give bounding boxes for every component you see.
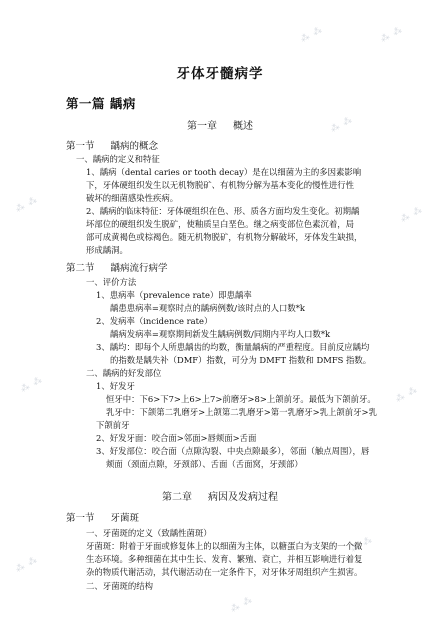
chapter-title: 病因及发病过程	[207, 492, 278, 503]
text-line: 3、好发部位：咬合面（点隙沟裂、中央点隙最多），邻面（触点周围），唇	[96, 446, 370, 456]
watermark-mark: ⁂ ⁂	[299, 24, 325, 46]
chapter-heading	[0, 488, 440, 503]
text-line: 部可成黄褐色或棕褐色。随无机物脱矿，有机物分解破坏，牙体发生缺损，	[86, 232, 363, 242]
text-line: 下颌前牙	[96, 420, 130, 430]
text-line: 一、龋病的定义和特征	[76, 154, 160, 164]
text-line: 生态环境。多种细菌在其中生长、发育、繁殖、衰亡，并相互影响进行着复	[86, 554, 363, 564]
section-title: 龋病流行病学	[110, 263, 168, 274]
chapter-title: 概述	[232, 121, 253, 132]
text-line: 龋患患病率=观察时点的龋病例数/该时点的人口数*k	[110, 303, 305, 313]
watermark-mark: ⁂ ⁂	[379, 24, 405, 46]
text-line: 3、龋均：即每个人所患龋齿的均数，衡量龋病的严重程度。目前反应龋均	[96, 342, 370, 352]
chapter-label: 第二章	[162, 492, 193, 503]
watermark-mark: ⁂ ⁂	[399, 204, 425, 226]
text-line: 的指数是龋失补（DMF）指数，可分为 DMFT 指数和 DMFS 指数。	[110, 355, 372, 365]
text-line: 破坏的细菌感染性疾病。	[86, 193, 179, 203]
text-line: 2、好发牙面：咬合面>邻面>唇颊面>舌面	[96, 433, 257, 443]
text-line: 恒牙中：下6>下7>上6>上7>前磨牙>8>上颌前牙。最低为下颌前牙。	[106, 394, 376, 404]
section-label: 第一节	[66, 141, 95, 152]
section-heading	[66, 138, 158, 152]
watermark-mark: ⁂ ⁂	[14, 194, 40, 216]
watermark-mark: ⁂ ⁂	[394, 384, 420, 406]
watermark-mark: ⁂ ⁂	[14, 554, 40, 576]
text-line: 乳牙中：下颌第二乳磨牙>上颌第二乳磨牙>第一乳磨牙>乳上颌前牙>乳	[106, 407, 377, 417]
text-line: 形成龋洞。	[86, 245, 128, 255]
document-title: 牙体牙髓病学	[176, 66, 264, 82]
text-line: 二、牙菌斑的结构	[86, 581, 153, 591]
text-line: 1、好发牙	[96, 381, 135, 391]
part-heading: 第一篇 龋病	[66, 96, 136, 111]
text-line: 二、龋病的好发部位	[86, 368, 162, 378]
watermark-mark: ⁂ ⁂	[19, 374, 45, 396]
text-line: 一、评价方法	[86, 277, 137, 287]
text-line: 2、发病率（incidence rate）	[96, 316, 213, 326]
watermark-mark: ⁂ ⁂	[349, 534, 375, 556]
text-line: 一、牙菌斑的定义（致龋性菌斑）	[86, 528, 212, 538]
watermark-mark: ⁂ ⁂	[329, 114, 355, 136]
section-heading	[66, 510, 139, 524]
text-line: 龋病发病率=观察期间新发生龋病例数/同期内平均人口数*k	[110, 329, 331, 339]
text-line: 2、龋病的临床特征：牙体硬组织在色、形、质各方面均发生变化。初期龋	[86, 206, 360, 216]
section-heading	[66, 260, 168, 274]
section-title: 牙菌斑	[110, 513, 140, 524]
text-line: 杂的物质代谢活动，其代谢活动在一定条件下，对牙体牙周组织产生损害。	[86, 567, 363, 577]
text-line: 下，牙体硬组织发生以无机物脱矿、有机物分解为基本变化的慢性进行性	[86, 180, 354, 190]
text-line: 颊面（颈面点隙，牙颈部）、舌面（舌面窝，牙颈部）	[106, 459, 303, 469]
chapter-heading	[0, 117, 440, 132]
watermark-mark: ⁂ ⁂	[229, 594, 255, 616]
section-label: 第一节	[66, 513, 95, 524]
text-line: 1、龋病（dental caries or tooth decay）是在以细菌为主的多因素影响	[86, 167, 362, 177]
text-line: 牙菌斑：附着于牙面或修复体上的以细菌为主体，以糖蛋白为支架的一个微	[86, 541, 363, 551]
text-line: 1、患病率（prevalence rate）即患龋率	[96, 290, 252, 300]
chapter-label: 第一章	[187, 121, 218, 132]
section-label: 第二节	[66, 263, 95, 274]
section-title: 龋病的概念	[110, 141, 159, 152]
text-line: 坏部位的硬组织发生脱矿，使釉质呈白垩色。继之病变部位色素沉着，局	[86, 219, 354, 229]
